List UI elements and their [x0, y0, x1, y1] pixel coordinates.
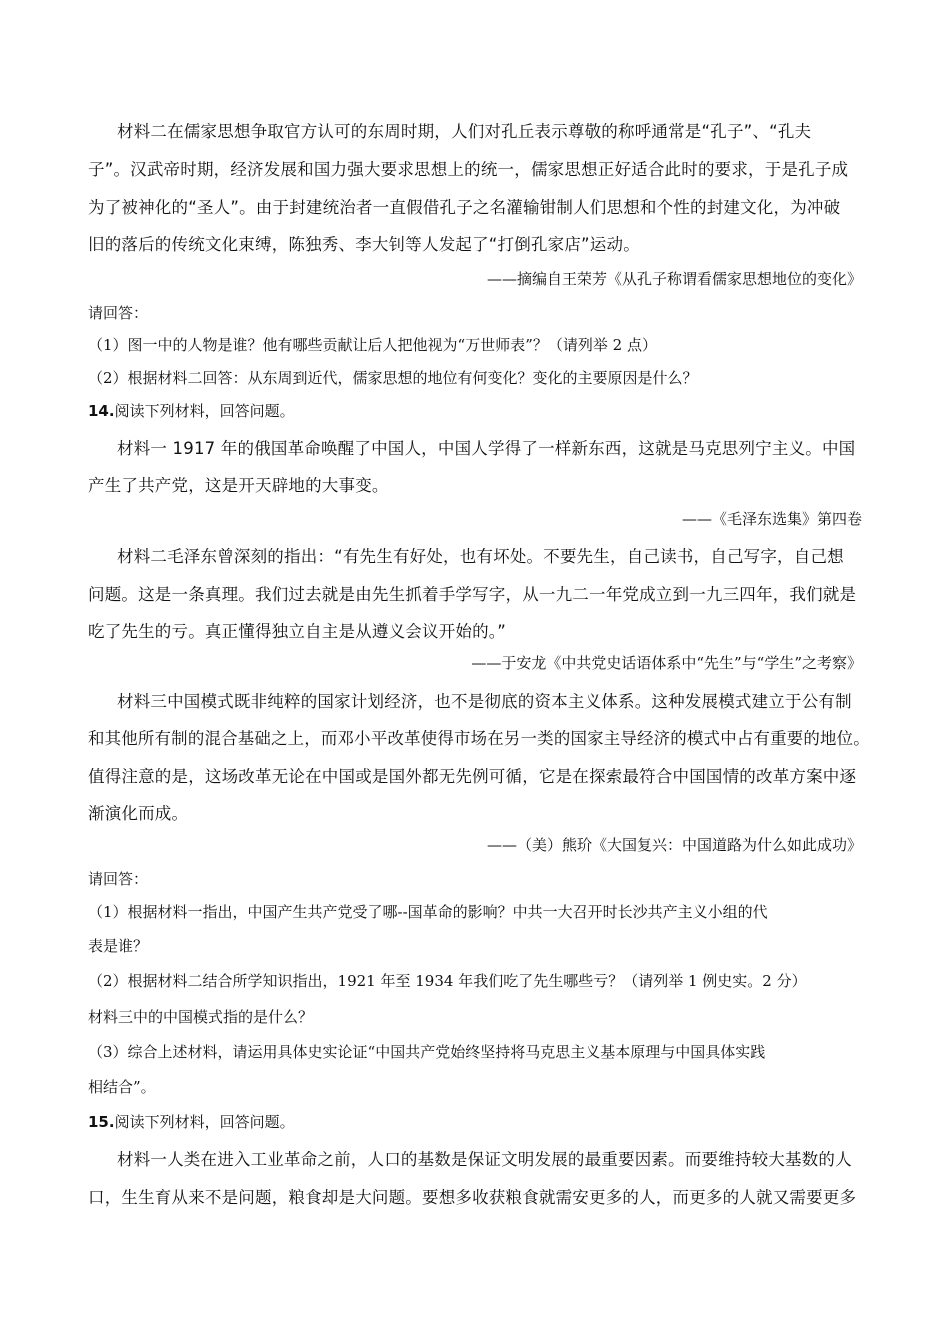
q14-material1-line: 材料一 1917 年的俄国革命唤醒了中国人，中国人学得了一样新东西，这就是马克思列宁主义。中国	[117, 439, 856, 458]
q15-heading	[88, 1111, 295, 1132]
q14-material3-line: 和其他所有制的混合基础之上，而邓小平改革使得市场在另一类的国家主导经济的模式中占有重要的地位。	[88, 729, 870, 748]
q13-material2-line: 子”。汉武帝时期，经济发展和国力强大要求思想上的统一，儒家思想正好适合此时的要求，于是孔子成	[88, 160, 849, 179]
q14-question-line: （3）综合上述材料，请运用具体史实论证“中国共产党始终坚持将马克思主义基本原理与中国具体实践	[88, 1043, 766, 1061]
q15-number: 15.	[88, 1113, 115, 1131]
q14-material3-line: 值得注意的是，这场改革无论在中国或是国外都无先例可循，它是在探索最符合中国国情的改革方案中逐	[88, 767, 857, 786]
q13-prompt: 请回答：	[88, 304, 149, 322]
q13-question-2: （2）根据材料二回答：从东周到近代，儒家思想的地位有何变化？变化的主要原因是什么？	[88, 369, 698, 387]
q14-question-line: 相结合”。	[88, 1078, 156, 1096]
q14-question-line: （1）根据材料一指出，中国产生共产党受了哪--国革命的影响？中共一大召开时长沙共产主义小组的代	[88, 903, 768, 921]
q14-material3-line: 材料三中国模式既非纯粹的国家计划经济，也不是彻底的资本主义体系。这种发展模式建立于公有制	[117, 692, 852, 711]
q13-material2-line: 旧的落后的传统文化束缚，陈独秀、李大钊等人发起了“打倒孔家店”运动。	[88, 235, 640, 254]
q14-material3-source: ——（美）熊玠《大国复兴：中国道路为什么如此成功》	[486, 836, 862, 854]
q14-question-line: （2）根据材料二结合所学知识指出，1921 年至 1934 年我们吃了先生哪些亏？（请列举 1 例史实。2 分）	[88, 972, 807, 990]
q14-heading	[88, 400, 295, 421]
q13-question-1: （1）图一中的人物是谁？他有哪些贡献让后人把他视为“万世师表”？（请列举 2 点）	[88, 336, 657, 354]
q14-material2-line: 问题。这是一条真理。我们过去就是由先生抓着手学写字，从一九二一年党成立到一九三四年，我们就是	[88, 585, 857, 604]
q13-material2-line: 为了被神化的“圣人”。由于封建统治者一直假借孔子之名灌输钳制人们思想和个性的封建文化，为冲破	[88, 198, 841, 217]
q15-material1-line: 材料一人类在进入工业革命之前，人口的基数是保证文明发展的最重要因素。而要维持较大基数的人	[117, 1150, 852, 1169]
q13-material2-line: 材料二在儒家思想争取官方认可的东周时期，人们对孔丘表示尊敬的称呼通常是“孔子”、“孔夫	[117, 122, 812, 141]
q14-question-line: 表是谁？	[88, 937, 149, 955]
q14-material2-source: ——于安龙《中共党史话语体系中“先生”与“学生”之考察》	[471, 654, 862, 672]
q15-heading-text: 阅读下列材料，回答问题。	[114, 1113, 295, 1131]
q13-material2-source: ——摘编自王荣芳《从孔子称谓看儒家思想地位的变化》	[486, 270, 862, 288]
q14-material1-source: ——《毛泽东选集》第四卷	[681, 510, 862, 528]
q14-material2-line: 吃了先生的亏。真正懂得独立自主是从遵义会议开始的。”	[88, 622, 506, 641]
q14-question-line: 材料三中的中国模式指的是什么？	[88, 1008, 314, 1026]
q15-material1-line: 口，生生育从来不是问题，粮食却是大问题。要想多收获粮食就需安更多的人，而更多的人就又需要更多	[88, 1188, 857, 1207]
q14-material3-line: 渐演化而成。	[88, 804, 189, 823]
q14-prompt: 请回答：	[88, 870, 149, 888]
q14-number: 14.	[88, 402, 115, 420]
q14-material1-line: 产生了共产党，这是开天辟地的大事变。	[88, 476, 389, 495]
q14-heading-text: 阅读下列材料，回答问题。	[114, 402, 295, 420]
q14-material2-line: 材料二毛泽东曾深刻的指出：“有先生有好处，也有坏处。不要先生，自己读书，自己写字，自己想	[117, 547, 844, 566]
